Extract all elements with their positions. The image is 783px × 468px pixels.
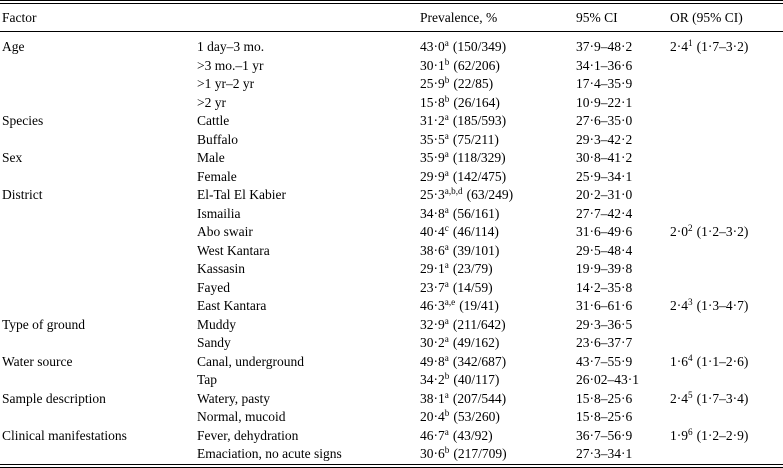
- or-cell: [670, 57, 783, 76]
- prevalence-superscript: b: [444, 370, 450, 381]
- prevalence-value: 32·9: [420, 316, 445, 332]
- level-cell: >2 yr: [197, 94, 226, 110]
- ci-cell: 15·8–25·6: [576, 390, 633, 406]
- or-ci: (1·2–2·9): [696, 427, 749, 443]
- level-cell: Canal, underground: [197, 353, 304, 369]
- prevalence-count: (185/593): [452, 113, 507, 128]
- prevalence-superscript: a: [444, 315, 449, 326]
- ci-cell: 17·4–35·9: [576, 76, 633, 91]
- level-cell: Sandy: [197, 335, 231, 350]
- or-cell: [670, 242, 783, 261]
- prevalence-value: 25·3: [420, 187, 445, 202]
- factor-cell: Clinical manifestations: [2, 427, 127, 443]
- table-row: [0, 260, 783, 279]
- factor-cell: District: [2, 187, 43, 202]
- factor-cell: [0, 205, 197, 224]
- prevalence-superscript: a: [444, 37, 449, 48]
- level-cell: Buffalo: [197, 131, 238, 147]
- prevalence-value: 31·2: [420, 113, 445, 128]
- factor-cell: [0, 408, 197, 427]
- or-superscript: 3: [688, 296, 693, 307]
- prevalence-superscript: a,e: [444, 296, 456, 307]
- factor-cell: [0, 168, 197, 187]
- prevalence-count: (46/114): [452, 224, 499, 239]
- or-cell: [670, 112, 783, 131]
- or-cell: [670, 75, 783, 94]
- level-cell: Ismailia: [197, 205, 241, 221]
- or-value: 2·4: [670, 298, 688, 313]
- table-row: [0, 168, 783, 187]
- ci-cell: 37·9–48·2: [576, 39, 633, 54]
- or-superscript: 4: [688, 352, 693, 363]
- prevalence-cell: [420, 334, 576, 353]
- prevalence-cell: [420, 408, 576, 427]
- prevalence-superscript: a: [444, 352, 449, 363]
- factor-cell: [0, 371, 197, 390]
- or-value: 2·0: [670, 224, 688, 239]
- prevalence-value: 34·8: [420, 205, 445, 221]
- prevalence-count: (53/260): [453, 409, 500, 424]
- ci-cell: 20·2–31·0: [576, 187, 633, 202]
- prevalence-superscript: a: [444, 278, 449, 289]
- or-cell: [670, 32, 783, 57]
- ci-cell: 29·5–48·4: [576, 242, 633, 258]
- or-cell: [670, 94, 783, 113]
- prevalence-value: 46·3: [420, 298, 445, 313]
- prevalence-superscript: a: [444, 426, 449, 437]
- prevalence-count: (40/117): [453, 372, 500, 387]
- level-cell: Fever, dehydration: [197, 427, 299, 443]
- prevalence-value: 38·6: [420, 242, 445, 258]
- prevalence-superscript: a: [444, 148, 449, 159]
- level-cell: West Kantara: [197, 242, 270, 258]
- prevalence-value: 29·9: [420, 168, 445, 184]
- prevalence-superscript: b: [444, 93, 450, 104]
- header-ci: 95% CI: [576, 2, 670, 32]
- or-value: 1·9: [670, 427, 688, 443]
- or-value: 2·4: [670, 390, 688, 406]
- level-cell: Watery, pasty: [197, 390, 271, 406]
- prevalence-cell: [420, 371, 576, 390]
- or-cell: [670, 334, 783, 353]
- level-cell: Male: [197, 150, 225, 165]
- prevalence-value: 15·8: [420, 94, 445, 110]
- table-row: [0, 131, 783, 150]
- ci-cell: 10·9–22·1: [576, 94, 633, 110]
- ci-cell: 27·3–34·1: [576, 445, 670, 466]
- or-cell: [670, 223, 783, 242]
- or-cell: [670, 445, 783, 466]
- table-row: [0, 445, 783, 466]
- level-cell: Emaciation, no acute signs: [197, 445, 420, 466]
- prevalence-count: (217/709): [453, 446, 507, 461]
- level-cell: 1 day–3 mo.: [197, 39, 265, 54]
- prevalence-count: (75/211): [452, 131, 499, 147]
- or-cell: [670, 260, 783, 279]
- table-header: [0, 2, 783, 32]
- prevalence-count: (342/687): [452, 353, 507, 369]
- prevalence-superscript: a: [444, 241, 449, 252]
- prevalence-value: 25·9: [420, 76, 445, 91]
- prevalence-value: 46·7: [420, 427, 445, 443]
- prevalence-superscript: a: [444, 259, 449, 270]
- ci-cell: 30·8–41·2: [576, 150, 633, 165]
- prevalence-cell: [420, 279, 576, 298]
- prevalence-superscript: b: [444, 56, 450, 67]
- or-cell: [670, 427, 783, 446]
- table-row: [0, 371, 783, 390]
- level-cell: East Kantara: [197, 298, 267, 313]
- prevalence-cell: [420, 353, 576, 372]
- prevalence-superscript: a: [444, 389, 449, 400]
- prevalence-count: (43/92): [452, 427, 493, 443]
- prevalence-superscript: b: [444, 74, 450, 85]
- prevalence-count: (118/329): [452, 150, 506, 165]
- factor-cell: [0, 242, 197, 261]
- or-cell: [670, 371, 783, 390]
- table-row: [0, 112, 783, 131]
- table-row: [0, 242, 783, 261]
- prevalence-cell: [420, 297, 576, 316]
- factor-cell: [0, 445, 197, 466]
- level-cell: Normal, mucoid: [197, 409, 286, 424]
- prevalence-value: 43·0: [420, 39, 445, 54]
- prevalence-cell: [420, 242, 576, 261]
- header-level: [197, 2, 420, 32]
- prevalence-value: 23·7: [420, 279, 445, 295]
- or-superscript: 6: [688, 426, 693, 437]
- table-row: [0, 57, 783, 76]
- ci-cell: 23·6–37·7: [576, 335, 633, 350]
- prevalence-cell: [420, 168, 576, 187]
- ci-cell: 14·2–35·8: [576, 279, 633, 295]
- prevalence-count: (26/164): [453, 94, 500, 110]
- ci-cell: 27·7–42·4: [576, 205, 633, 221]
- prevalence-count: (22/85): [453, 76, 494, 91]
- level-cell: Female: [197, 168, 237, 184]
- prevalence-value: 35·9: [420, 150, 445, 165]
- prevalence-count: (14/59): [452, 279, 493, 295]
- prevalence-value: 30·2: [420, 335, 445, 350]
- ci-cell: 31·6–49·6: [576, 224, 633, 239]
- prevalence-value: 29·1: [420, 261, 445, 276]
- or-cell: [670, 279, 783, 298]
- prevalence-cell: [420, 316, 576, 335]
- or-value: 1·6: [670, 353, 688, 369]
- table-row: [0, 353, 783, 372]
- or-cell: [670, 131, 783, 150]
- prevalence-value: 20·4: [420, 409, 445, 424]
- ci-cell: 31·6–61·6: [576, 298, 633, 313]
- ci-cell: 25·9–34·1: [576, 168, 633, 184]
- prevalence-cell: [420, 131, 576, 150]
- factor-cell: [0, 279, 197, 298]
- prevalence-superscript: a: [444, 333, 449, 344]
- or-cell: [670, 390, 783, 409]
- factor-cell: [0, 223, 197, 242]
- table-row: [0, 316, 783, 335]
- ci-cell: 26·02–43·1: [576, 372, 639, 387]
- prevalence-cell: [420, 260, 576, 279]
- factor-cell: Type of ground: [2, 316, 86, 332]
- level-cell: Fayed: [197, 279, 230, 295]
- table-row: [0, 94, 783, 113]
- or-ci: (1·3–4·7): [696, 298, 749, 313]
- header-factor: Factor: [0, 2, 197, 32]
- or-cell: [670, 168, 783, 187]
- factor-cell: [0, 75, 197, 94]
- ci-cell: 43·7–55·9: [576, 353, 633, 369]
- or-ci: (1·7–3·4): [696, 390, 749, 406]
- factor-cell: [0, 297, 197, 316]
- prevalence-value: 30·6: [420, 446, 445, 461]
- or-cell: [670, 186, 783, 205]
- prevalence-count: (63/249): [466, 187, 514, 202]
- factor-cell: Sex: [2, 150, 23, 165]
- prevalence-count: (19/41): [459, 298, 499, 313]
- prevalence-cell: [420, 186, 576, 205]
- table-body: [0, 32, 783, 466]
- table-row: [0, 297, 783, 316]
- or-cell: [670, 149, 783, 168]
- prevalence-value: 49·8: [420, 353, 445, 369]
- table-row: [0, 334, 783, 353]
- prevalence-value: 34·2: [420, 372, 445, 387]
- or-ci: (1·2–3·2): [696, 224, 749, 239]
- level-cell: >1 yr–2 yr: [197, 76, 255, 91]
- or-cell: [670, 205, 783, 224]
- header-row: [0, 2, 783, 32]
- ci-cell: 29·3–36·5: [576, 316, 633, 332]
- or-ci: (1·1–2·6): [696, 353, 749, 369]
- level-cell: >3 mo.–1 yr: [197, 57, 264, 73]
- factor-cell: Age: [2, 39, 25, 54]
- factor-cell: [0, 334, 197, 353]
- ci-cell: 29·3–42·2: [576, 131, 633, 147]
- or-ci: (1·7–3·2): [696, 39, 749, 54]
- prevalence-value: 40·4: [420, 224, 445, 239]
- prevalence-cell: [420, 149, 576, 168]
- prevalence-cell: [420, 32, 576, 57]
- level-cell: Abo swair: [197, 224, 253, 239]
- or-superscript: 1: [688, 37, 693, 48]
- ci-cell: 34·1–36·6: [576, 57, 633, 73]
- factor-cell: [0, 57, 197, 76]
- table-row: [0, 390, 783, 409]
- or-value: 2·4: [670, 39, 688, 54]
- prevalence-cell: [420, 94, 576, 113]
- prevalence-count: (142/475): [452, 168, 507, 184]
- prevalence-superscript: b: [444, 407, 450, 418]
- prevalence-superscript: a: [444, 204, 449, 215]
- prevalence-count: (56/161): [452, 205, 500, 221]
- prevalence-count: (62/206): [453, 57, 500, 73]
- ci-cell: 15·8–25·6: [576, 409, 633, 424]
- factor-cell: [0, 94, 197, 113]
- table-row: [0, 427, 783, 446]
- prevalence-cell: [420, 427, 576, 446]
- factor-cell: [0, 260, 197, 279]
- table-row: [0, 279, 783, 298]
- ci-cell: 27·6–35·0: [576, 113, 633, 128]
- or-cell: [670, 353, 783, 372]
- or-superscript: 5: [688, 389, 693, 400]
- level-cell: Tap: [197, 372, 218, 387]
- level-cell: Cattle: [197, 113, 230, 128]
- table-row: [0, 408, 783, 427]
- table-row: [0, 32, 783, 57]
- prevalence-count: (150/349): [452, 39, 507, 54]
- level-cell: El-Tal El Kabier: [197, 187, 287, 202]
- prevalence-value: 38·1: [420, 390, 445, 406]
- table-row: [0, 149, 783, 168]
- prevalence-cell: [420, 205, 576, 224]
- table-row: [0, 186, 783, 205]
- prevalence-cell: [420, 75, 576, 94]
- prevalence-value: 30·1: [420, 57, 445, 73]
- ci-cell: 19·9–39·8: [576, 261, 633, 276]
- prevalence-superscript: a,b,d: [444, 185, 463, 196]
- prevalence-superscript: a: [444, 130, 449, 141]
- prevalence-superscript: b: [444, 444, 450, 455]
- prevalence-count: (23/79): [452, 261, 493, 276]
- level-cell: Muddy: [197, 316, 237, 332]
- table-row: [0, 223, 783, 242]
- header-or: OR (95% CI): [670, 2, 783, 32]
- factor-cell: [0, 131, 197, 150]
- prevalence-count: (211/642): [452, 316, 506, 332]
- or-cell: [670, 408, 783, 427]
- or-cell: [670, 316, 783, 335]
- factor-cell: Water source: [2, 353, 73, 369]
- prevalence-superscript: c: [444, 222, 449, 233]
- prevalence-count: (39/101): [452, 242, 500, 258]
- prevalence-count: (207/544): [452, 390, 507, 406]
- prevalence-cell: [420, 223, 576, 242]
- table-row: [0, 75, 783, 94]
- ci-cell: 36·7–56·9: [576, 427, 633, 443]
- or-cell: [670, 297, 783, 316]
- prevalence-superscript: a: [444, 167, 449, 178]
- factor-cell: Sample description: [2, 390, 106, 406]
- prevalence-value: 35·5: [420, 131, 445, 147]
- header-prevalence: Prevalence, %: [420, 2, 576, 32]
- or-superscript: 2: [688, 222, 693, 233]
- level-cell: Kassasin: [197, 261, 245, 276]
- table-row: [0, 205, 783, 224]
- prevalence-cell: [420, 112, 576, 131]
- prevalence-cell: [420, 445, 576, 466]
- prevalence-cell: [420, 57, 576, 76]
- prevalence-count: (49/162): [452, 335, 500, 350]
- prevalence-cell: [420, 390, 576, 409]
- factor-cell: Species: [2, 113, 44, 128]
- prevalence-superscript: a: [444, 111, 449, 122]
